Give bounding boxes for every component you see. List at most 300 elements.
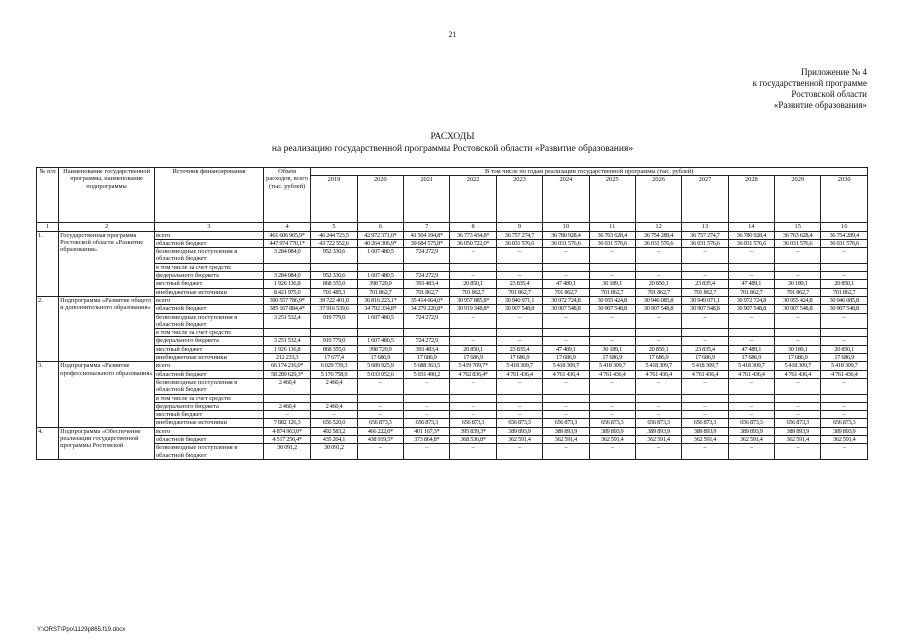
amount-cell: 2 460,4 xyxy=(263,378,310,394)
header-year: 2024 xyxy=(543,176,589,223)
amount-cell: – xyxy=(543,272,589,280)
amount-cell: – xyxy=(635,402,681,410)
amount-cell: 17 686,9 xyxy=(728,354,774,362)
amount-cell xyxy=(635,263,681,271)
amount-cell: 701 862,7 xyxy=(728,288,774,296)
amount-cell: 5 033 052,6 xyxy=(357,370,403,378)
amount-cell: – xyxy=(635,411,681,419)
amount-cell: 656 873,3 xyxy=(635,419,681,427)
amount-cell: 656 873,3 xyxy=(821,419,868,427)
funding-source: всего xyxy=(154,427,263,435)
table-row xyxy=(37,248,868,264)
amount-cell: – xyxy=(775,272,821,280)
amount-cell: 2 460,4 xyxy=(311,378,357,394)
amount-cell: – xyxy=(635,337,681,345)
header-num: № п/п xyxy=(37,168,59,223)
amount-cell: 40 264 306,9* xyxy=(357,239,403,247)
table-row xyxy=(37,419,868,427)
amount-cell: 389 893,9 xyxy=(682,427,728,435)
header-years-group: В том числе по годам реализации государственной программы (тыс. рублей) xyxy=(311,168,868,176)
amount-cell xyxy=(357,263,403,271)
amount-cell: 5 418 309,7 xyxy=(821,362,868,370)
amount-cell: 5 418 309,7 xyxy=(496,362,542,370)
column-number: 1 xyxy=(37,223,59,231)
funding-source: внебюджетные источники xyxy=(154,288,263,296)
amount-cell: – xyxy=(635,378,681,394)
amount-cell: 4 761 436,4 xyxy=(543,370,589,378)
amount-cell: 17 686,9 xyxy=(543,354,589,362)
amount-cell: 701 862,7 xyxy=(635,288,681,296)
funding-source: безвозмездные поступления в областной бюджет xyxy=(154,444,263,460)
amount-cell xyxy=(589,394,635,402)
amount-cell: – xyxy=(775,378,821,394)
amount-cell: 389 893,9 xyxy=(728,427,774,435)
amount-cell: 23 835,4 xyxy=(496,280,542,288)
amount-cell: 362 591,4 xyxy=(635,436,681,444)
amount-cell: 47 489,1 xyxy=(543,280,589,288)
amount-cell: 4 517 256,4* xyxy=(263,436,310,444)
amount-cell xyxy=(589,329,635,337)
amount-cell: 724 272,9 xyxy=(404,337,450,345)
amount-cell: 656 873,3 xyxy=(450,419,496,427)
amount-cell: – xyxy=(775,402,821,410)
table-row xyxy=(37,263,868,271)
funding-source: федерального бюджета xyxy=(154,272,263,280)
amount-cell: 23 835,4 xyxy=(496,345,542,353)
amount-cell xyxy=(404,329,450,337)
amount-cell: 5 031 490,2 xyxy=(404,370,450,378)
appendix-line: Приложение № 4 xyxy=(801,67,867,77)
amount-cell: 3 251 532,4 xyxy=(263,313,310,329)
amount-cell xyxy=(404,263,450,271)
appendix-header xyxy=(753,67,867,111)
amount-cell: 701 862,7 xyxy=(775,288,821,296)
amount-cell: 3 284 084,0 xyxy=(263,272,310,280)
amount-cell: 5 689 925,9 xyxy=(357,362,403,370)
amount-cell xyxy=(682,329,728,337)
header-year: 2026 xyxy=(635,176,681,223)
file-path: Y:\ORST\Ppo\1129p865.f19.docx xyxy=(37,627,126,633)
amount-cell: – xyxy=(821,378,868,394)
amount-cell: 435 204,1 xyxy=(311,436,357,444)
amount-cell: – xyxy=(450,313,496,329)
amount-cell: 1 926 136,8 xyxy=(263,280,310,288)
amount-cell: – xyxy=(821,337,868,345)
amount-cell: 701 862,7 xyxy=(543,288,589,296)
amount-cell: 724 272,9 xyxy=(404,272,450,280)
amount-cell: 656 873,3 xyxy=(589,419,635,427)
amount-cell: 4 761 436,4 xyxy=(589,370,635,378)
amount-cell: 362 591,4 xyxy=(728,436,774,444)
amount-cell: – xyxy=(589,272,635,280)
amount-cell: 389 893,9 xyxy=(543,427,589,435)
amount-cell: – xyxy=(404,444,450,460)
amount-cell: – xyxy=(450,411,496,419)
amount-cell: – xyxy=(682,411,728,419)
table-row xyxy=(37,272,868,280)
amount-cell: – xyxy=(450,402,496,410)
amount-cell: 701 862,7 xyxy=(821,288,868,296)
amount-cell: 17 686,9 xyxy=(496,354,542,362)
column-number: 14 xyxy=(728,223,774,231)
amount-cell: 5 418 309,7 xyxy=(635,362,681,370)
amount-cell: 5 170 758,9 xyxy=(311,370,357,378)
amount-cell: 952 330,6 xyxy=(311,272,357,280)
column-number: 9 xyxy=(496,223,542,231)
amount-cell xyxy=(263,394,310,402)
amount-cell xyxy=(263,263,310,271)
amount-cell: 30 091,2 xyxy=(263,444,310,460)
amount-cell xyxy=(450,394,496,402)
amount-cell: – xyxy=(589,313,635,329)
amount-cell: 36 763 628,4 xyxy=(589,231,635,239)
funding-source: федерального бюджета xyxy=(154,337,263,345)
amount-cell: 36 754 289,4 xyxy=(821,231,868,239)
amount-cell: 1 607 480,5 xyxy=(357,313,403,329)
funding-source: всего xyxy=(154,362,263,370)
amount-cell: 701 862,7 xyxy=(404,288,450,296)
amount-cell: 30 189,1 xyxy=(589,345,635,353)
amount-cell xyxy=(821,394,868,402)
amount-cell: – xyxy=(775,444,821,460)
table-row xyxy=(37,370,868,378)
amount-cell: – xyxy=(357,402,403,410)
amount-cell xyxy=(682,394,728,402)
amount-cell: 656 873,3 xyxy=(496,419,542,427)
amount-cell: 362 591,4 xyxy=(589,436,635,444)
amount-cell: – xyxy=(543,313,589,329)
amount-cell: 5 418 309,7 xyxy=(543,362,589,370)
amount-cell xyxy=(311,329,357,337)
page-number: 21 xyxy=(448,30,457,39)
amount-cell: 4 761 436,4 xyxy=(496,370,542,378)
funding-source: всего xyxy=(154,231,263,239)
header-year: 2019 xyxy=(311,176,357,223)
header-year: 2021 xyxy=(404,176,450,223)
header-year: 2020 xyxy=(357,176,403,223)
funding-source: безвозмездные поступления в областной бюджет xyxy=(154,313,263,329)
amount-cell: 23 835,4 xyxy=(682,345,728,353)
amount-cell xyxy=(775,329,821,337)
amount-cell: – xyxy=(728,248,774,264)
amount-cell xyxy=(775,394,821,402)
amount-cell: 1 607 480,5 xyxy=(357,248,403,264)
amount-cell: 20 850,1 xyxy=(821,280,868,288)
amount-cell: – xyxy=(589,378,635,394)
amount-cell: 66 174 216,0* xyxy=(263,362,310,370)
amount-cell: – xyxy=(728,444,774,460)
amount-cell: – xyxy=(635,272,681,280)
funding-source: областной бюджет xyxy=(154,370,263,378)
appendix-line: Ростовской области xyxy=(791,89,867,99)
amount-cell xyxy=(589,263,635,271)
amount-cell: 36 031 576,6 xyxy=(543,239,589,247)
table-row xyxy=(37,288,868,296)
table-row xyxy=(37,345,868,353)
header-volume: Объем расходов, всего (тыс. рублей) xyxy=(263,168,310,223)
amount-cell xyxy=(728,329,774,337)
amount-cell: 30 189,1 xyxy=(775,280,821,288)
amount-cell: 30 940 971,1 xyxy=(496,296,542,304)
amount-cell: 4 761 436,4 xyxy=(821,370,868,378)
amount-cell xyxy=(543,263,589,271)
amount-cell: – xyxy=(450,378,496,394)
table-row xyxy=(37,402,868,410)
column-number: 13 xyxy=(682,223,728,231)
amount-cell: – xyxy=(589,402,635,410)
column-number-row xyxy=(37,223,868,231)
amount-cell xyxy=(775,263,821,271)
amount-cell: – xyxy=(357,444,403,460)
amount-cell xyxy=(357,394,403,402)
amount-cell: – xyxy=(311,411,357,419)
amount-cell: 42 972 371,0* xyxy=(357,231,403,239)
amount-cell xyxy=(357,329,403,337)
amount-cell: – xyxy=(821,313,868,329)
amount-cell: – xyxy=(543,444,589,460)
amount-cell: 4 761 436,4 xyxy=(775,370,821,378)
amount-cell: – xyxy=(404,402,450,410)
amount-cell: 492 583,2 xyxy=(311,427,357,435)
amount-cell: 701 862,7 xyxy=(450,288,496,296)
amount-cell: – xyxy=(821,444,868,460)
header-year: 2023 xyxy=(496,176,542,223)
amount-cell: 30 189,1 xyxy=(775,345,821,353)
amount-cell: – xyxy=(450,272,496,280)
funding-source: областной бюджет xyxy=(154,436,263,444)
amount-cell: 1 607 480,5 xyxy=(357,272,403,280)
amount-cell: 6 029 739,3 xyxy=(311,362,357,370)
header-year: 2025 xyxy=(589,176,635,223)
program-name: Подпрограмма «Обеспечение реализации государственной программы Ростовской xyxy=(59,427,155,459)
amount-cell xyxy=(496,394,542,402)
amount-cell: 17 686,9 xyxy=(450,354,496,362)
title-line: РАСХОДЫ xyxy=(430,132,475,142)
funding-source: внебюджетные источники xyxy=(154,419,263,427)
amount-cell: – xyxy=(450,337,496,345)
amount-cell: 17 686,9 xyxy=(589,354,635,362)
amount-cell: 36 031 576,6 xyxy=(589,239,635,247)
amount-cell: 23 835,4 xyxy=(682,280,728,288)
amount-cell: 4 761 436,4 xyxy=(728,370,774,378)
amount-cell: 5 418 309,7 xyxy=(682,362,728,370)
row-number: 3. xyxy=(37,362,59,427)
amount-cell: 30 907 548,8 xyxy=(821,305,868,313)
amount-cell: 36 816 223,1* xyxy=(357,296,403,304)
amount-cell: 17 686,9 xyxy=(357,354,403,362)
funding-source: федерального бюджета xyxy=(154,402,263,410)
amount-cell: 389 893,9 xyxy=(821,427,868,435)
amount-cell: 5 418 309,7 xyxy=(589,362,635,370)
amount-cell xyxy=(635,394,681,402)
amount-cell xyxy=(263,329,310,337)
amount-cell: 395 839,3* xyxy=(450,427,496,435)
amount-cell: 30 907 548,8 xyxy=(589,305,635,313)
amount-cell: – xyxy=(682,248,728,264)
amount-cell: – xyxy=(404,411,450,419)
amount-cell: 389 893,9 xyxy=(589,427,635,435)
amount-cell xyxy=(728,263,774,271)
amount-cell: 7 882 126,3 xyxy=(263,419,310,427)
amount-cell: 447 974 770,1* xyxy=(263,239,310,247)
column-number: 5 xyxy=(311,223,357,231)
amount-cell: – xyxy=(496,313,542,329)
amount-cell: 20 850,1 xyxy=(635,280,681,288)
amount-cell: 701 862,7 xyxy=(357,288,403,296)
amount-cell xyxy=(311,263,357,271)
amount-cell: – xyxy=(682,337,728,345)
amount-cell: 30 946 085,8 xyxy=(821,296,868,304)
amount-cell: 30 907 548,8 xyxy=(496,305,542,313)
column-number: 4 xyxy=(263,223,310,231)
funding-source: местный бюджет xyxy=(154,345,263,353)
amount-cell: 36 031 576,6 xyxy=(728,239,774,247)
amount-cell: 362 591,4 xyxy=(496,436,542,444)
amount-cell: – xyxy=(682,272,728,280)
amount-cell: 373 864,8* xyxy=(404,436,450,444)
amount-cell: – xyxy=(496,444,542,460)
amount-cell: 3 251 532,4 xyxy=(263,337,310,345)
table-row xyxy=(37,280,868,288)
amount-cell: 30 955 424,8 xyxy=(589,296,635,304)
title-line: на реализацию государственной программы Ростовской области «Развитие образования» xyxy=(271,144,634,154)
table-row xyxy=(37,436,868,444)
amount-cell: 30 907 548,8 xyxy=(635,305,681,313)
amount-cell: 20 850,1 xyxy=(450,345,496,353)
amount-cell: 919 779,0 xyxy=(311,313,357,329)
amount-cell: – xyxy=(543,402,589,410)
table-row xyxy=(37,362,868,370)
funding-source: всего xyxy=(154,296,263,304)
amount-cell: – xyxy=(821,272,868,280)
amount-cell: 401 167,3* xyxy=(404,427,450,435)
amount-cell xyxy=(635,329,681,337)
amount-cell xyxy=(821,263,868,271)
table-row xyxy=(37,378,868,394)
amount-cell: – xyxy=(496,337,542,345)
amount-cell: – xyxy=(821,402,868,410)
amount-cell: 30 907 548,8 xyxy=(682,305,728,313)
amount-cell: 868 355,0 xyxy=(311,345,357,353)
amount-cell: – xyxy=(543,411,589,419)
column-number: 15 xyxy=(775,223,821,231)
amount-cell: 30 919 348,8* xyxy=(450,305,496,313)
amount-cell: 47 489,1 xyxy=(728,345,774,353)
header-row xyxy=(37,168,868,176)
amount-cell xyxy=(543,329,589,337)
amount-cell: 701 862,7 xyxy=(496,288,542,296)
amount-cell: – xyxy=(821,411,868,419)
amount-cell: 1 926 136,8 xyxy=(263,345,310,353)
amount-cell: 362 591,4 xyxy=(682,436,728,444)
amount-cell: – xyxy=(728,337,774,345)
amount-cell: 30 955 424,8 xyxy=(775,296,821,304)
amount-cell: 30 949 071,1 xyxy=(682,296,728,304)
amount-cell: – xyxy=(635,444,681,460)
amount-cell: 868 355,0 xyxy=(311,280,357,288)
amount-cell: 34 792 334,8* xyxy=(357,305,403,313)
amount-cell: – xyxy=(589,444,635,460)
column-number: 12 xyxy=(635,223,681,231)
column-number: 6 xyxy=(357,223,403,231)
amount-cell: – xyxy=(728,402,774,410)
amount-cell: 36 031 576,6 xyxy=(635,239,681,247)
amount-cell: 36 050 722,0* xyxy=(450,239,496,247)
amount-cell: – xyxy=(589,337,635,345)
program-name: Государственная программа Ростовской области «Развитие образования» xyxy=(59,231,155,296)
amount-cell: 5 419 709,7* xyxy=(450,362,496,370)
amount-cell: 5 688 363,5 xyxy=(404,362,450,370)
header-year: 2022 xyxy=(450,176,496,223)
amount-cell xyxy=(311,394,357,402)
amount-cell: 656 520,0 xyxy=(311,419,357,427)
amount-cell: 47 489,1 xyxy=(543,345,589,353)
amount-cell: 36 780 928,4 xyxy=(728,231,774,239)
funding-source: безвозмездные поступления в областной бюджет xyxy=(154,248,263,264)
amount-cell: 30 946 085,8 xyxy=(635,296,681,304)
amount-cell: 389 893,9 xyxy=(635,427,681,435)
table-row xyxy=(37,411,868,419)
amount-cell: 30 972 724,8 xyxy=(543,296,589,304)
amount-cell: 20 850,1 xyxy=(821,345,868,353)
amount-cell: 34 279 220,8* xyxy=(404,305,450,313)
amount-cell: 398 720,9 xyxy=(357,345,403,353)
amount-cell: 5 418 309,7 xyxy=(775,362,821,370)
amount-cell xyxy=(404,394,450,402)
table-row xyxy=(37,394,868,402)
funding-source: областной бюджет xyxy=(154,305,263,313)
amount-cell: 47 489,1 xyxy=(728,280,774,288)
amount-cell: 30 189,1 xyxy=(589,280,635,288)
amount-cell: 701 862,7 xyxy=(682,288,728,296)
column-number: 11 xyxy=(589,223,635,231)
amount-cell: – xyxy=(357,411,403,419)
amount-cell: 390 557 786,9* xyxy=(263,296,310,304)
table-row xyxy=(37,313,868,329)
amount-cell: 30 907 548,8 xyxy=(543,305,589,313)
table-row xyxy=(37,427,868,435)
amount-cell: – xyxy=(728,272,774,280)
amount-cell: 2 460,4 xyxy=(263,402,310,410)
amount-cell: 30 972 724,8 xyxy=(728,296,774,304)
amount-cell: 724 272,9 xyxy=(404,248,450,264)
program-name: Подпрограмма «Развитие профессионального образования» xyxy=(59,362,155,427)
amount-cell: – xyxy=(404,378,450,394)
amount-cell: – xyxy=(775,337,821,345)
funding-source: местный бюджет xyxy=(154,280,263,288)
amount-cell xyxy=(496,263,542,271)
amount-cell xyxy=(543,394,589,402)
header-source: Источник финансирования xyxy=(154,168,263,223)
amount-cell: 919 779,0 xyxy=(311,337,357,345)
amount-cell: 2 460,4 xyxy=(311,402,357,410)
appendix-line: «Развитие образования» xyxy=(773,100,867,110)
amount-cell: – xyxy=(775,313,821,329)
amount-cell: 36 031 576,6 xyxy=(775,239,821,247)
amount-cell: 362 591,4 xyxy=(775,436,821,444)
document-title xyxy=(0,131,905,155)
amount-cell: 20 850,1 xyxy=(450,280,496,288)
program-name: Подпрограмма «Развитие общего и дополнительного образования» xyxy=(59,296,155,361)
amount-cell: 36 031 576,6 xyxy=(821,239,868,247)
amount-cell xyxy=(728,394,774,402)
amount-cell: 20 850,1 xyxy=(635,345,681,353)
amount-cell: – xyxy=(682,313,728,329)
amount-cell: 398 720,9 xyxy=(357,280,403,288)
table-row xyxy=(37,296,868,304)
amount-cell: 36 757 274,7 xyxy=(682,231,728,239)
funding-source: внебюджетные источники xyxy=(154,354,263,362)
